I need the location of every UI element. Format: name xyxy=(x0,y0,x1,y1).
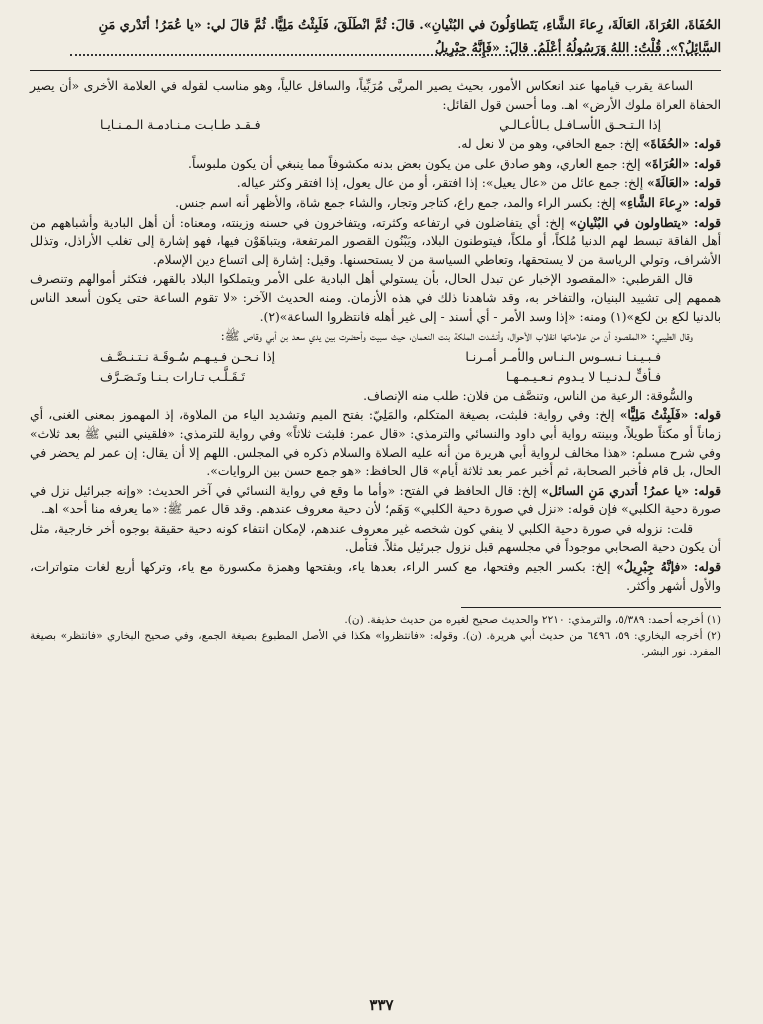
entry-text: إلخ: جمع عائل من «عال يعيل»: إذا افتقر، أو من عال يعول، إذا افتقر وكثر عياله. xyxy=(236,176,648,191)
entry-label: قوله: «العَالَةَ» xyxy=(647,175,721,191)
commentary-entry xyxy=(30,558,721,595)
entry-text: إلخ: أي يتفاضلون في ارتفاعه وكثرته، ويتفاخرون في حسنه وزينته، ومعناه: أن أهل البادية وأشباههم من أهل الفاقة تبسط لهم الدنيا مُلكاً، أو ملكاً، فيتوطنون البلاد، ويَبْنُون القصور المرتفعة، ويتباهَوْن فيها، فهو إشارة إلى تغلب الأراذل، وتذلل الأشراف، وتولي الرياسة من لا يستحقها، وتعاطي السياسة من لا يستحسنها. وقيل: إشارة إلى اتساع دين الإسلام. xyxy=(30,215,721,267)
commentary-entry xyxy=(30,155,721,174)
commentary-entry xyxy=(30,214,721,270)
entry-label: قوله: «العُرَاةَ» xyxy=(644,155,721,171)
entry-text: إلخ: جمع الحافي، وهو من لا نعل له. xyxy=(457,137,643,152)
entry-text: إلخ: وفي رواية: فلبثت، بصيغة المتكلم، والمَلِيّ: بفتح الميم وتشديد الياء من الملاوة، إذ المهموز بمعنى الغنى، أي زماناً أو مكثاً طويلاً، وبينته رواية أبي داود والنسائي والترمذي: «قال عمر: فلبثت ثلاثاً» وفي رواية للترمذي: «فلقيني النبي ﷺ بعد ثلاث» وفي شرح مسلم: «هذا مخالف لرواية أبي هريرة من أنه عليه الصلاة والسلام ذكره في المجلس. اللهم إلا أن يقال: إن عمر لم يحضر في الحال، بل قام فأخبر الصحابة، ثم أخبر عمر بعد ثلاثة أيام» قال الحافظ: «هو جمع حسن بين الروايات». xyxy=(30,408,721,479)
verse-hemistich-left: إذا نـحـن فـيـهـم سُـوقَـة نـتـنـصَّـف xyxy=(100,349,276,364)
commentary-paragraph: وقال الطيبي: «المقصود أن من علاماتها انقلاب الأحوال، وأنشدت الملكة بنت النعمان، حيث سبيت وأحضرت بين يدي سعد بن أبي وقاص ﷺ: xyxy=(220,329,693,344)
poem-verse xyxy=(30,115,721,135)
entry-text: إلخ: بكسر الجيم وفتحها، مع كسر الراء، بعدها ياء، وبفتحها وهمزة مكسورة مع ياء، وتركها أربع لغات متواترات، والأول أشهر وأكثر. xyxy=(30,560,721,593)
commentary-entry xyxy=(30,135,721,154)
footnote-1: (١) أخرجه أحمد: ٥/٣٨٩، والترمذي: ٢٢١٠ والحديث صحيح لغيره من حديث حذيفة. (ن). xyxy=(344,614,721,627)
commentary-entry xyxy=(30,406,721,480)
commentary-paragraph: قال القرطبي: «المقصود الإخبار عن تبدل الحال، بأن يستولي أهل البادية على الأمر ويتملكوا البلاد بالقهر، فتكثر أموالهم وتنصرف هممهم إلى تشييد البنيان، والتفاخر به، وقد شاهدنا ذلك في هذه الأزمان. ومنه الحديث الآخر: «لا تقوم الساعة حتى يكون أسعد الناس بالدنيا لكع بن لكع»(١) ومنه: «إذا وسد الأمر - أي أسند - إلى غير أهله فانتظروا الساعة»(٢). xyxy=(30,272,721,324)
hadith-line-2: السَّائِلُ؟». قُلْتُ: اللهُ وَرَسُولُهُ أعْلَمُ. قالَ: «فَإِنَّهُ جِبْرِيلُ xyxy=(434,41,721,56)
entry-label: قوله: «رِعاءَ الشَّاءِ» xyxy=(619,194,721,210)
commentary-entry xyxy=(30,174,721,193)
commentary-paragraph: والسُّوقة: الرعية من الناس، وتنصَّف من فلان: طلب منه الإنصاف. xyxy=(363,388,693,403)
entry-text: إلخ: جمع العاري، وهو صادق على من يكون بعض بدنه مكشوفاً مما ينبغي أن يكون ملبوساً. xyxy=(188,156,645,171)
section-divider xyxy=(30,70,721,71)
entry-label: قوله: «فإنَّهُ جِبْرِيلُ» xyxy=(616,559,721,575)
page-number: ٣٣٧ xyxy=(369,996,394,1014)
entry-label: قوله: «يا عمرُ! أتدري مَنِ السائل» xyxy=(541,482,721,498)
verse-hemistich-right: إذا الـتـحـق الأسـافـل بـالأعـالـي xyxy=(499,118,661,133)
entry-text: إلخ: بكسر الراء والمد، جمع راع، كتاجر وتجار، والشاء جمع شاة، والأظهر أنه اسم جنس. xyxy=(175,195,620,210)
entry-label: قوله: «الحُفَاةَ» xyxy=(642,136,721,152)
footnote-2: (٢) أخرجه البخاري: ٥٩، ٦٤٩٦ من حديث أبي هريرة. (ن). وقوله: «فانتظروا» هكذا في الأصل المطبوع بصيغة الجمع، وفي صحيح البخاري «فانتظر» بصيغة المفرد. نور البشر. xyxy=(30,630,721,659)
footnote-separator xyxy=(461,607,721,608)
verse-hemistich-right: فـأفٍّ لـدنـيـا لا يـدوم نـعـيـمـهـا xyxy=(505,369,661,384)
verse-hemistich-left: فـقـد طـابـت مـنـادمـة الـمـنـايـا xyxy=(100,118,261,133)
entry-text: إلخ: قال الحافظ في الفتح: «وأما ما وقع في رواية النسائي في آخر الحديث: «وإنه جبرائيل نزل في صورة دحية الكلبي» فإن قوله: «نزل في صورة دحية الكلبي» وَهَم؛ لأن دحية معروف عندهم. وقد قال عمر ﷺ: «ما يعرفه منا أحد» اهـ. xyxy=(30,483,721,517)
hadith-line-1: الحُفَاةَ، العُرَاةَ، العَالَةَ، رِعاءَ الشَّاءِ، يَتَطاوَلُونَ في البُنْيانِ». قالَ: ثُمَّ انْطَلَقَ، فَلَبِثْتُ مَلِيًّا. ثُمَّ قالَ لي: «يا عُمَرُ! أتَدْري مَنِ xyxy=(98,18,721,33)
verse-hemistich-left: تَـقَـلَّـب تـارات بـنـا وتَـصَـرَّف xyxy=(100,369,245,384)
verse-hemistich-right: فـبـيـنـا نـسـوس الـنـاس والأمـر أمـرنـا xyxy=(465,349,661,364)
entry-label: قوله: «يتطاولون في البُنْيانِ» xyxy=(569,214,721,230)
commentary-body xyxy=(30,77,721,595)
commentary-paragraph: الساعة يقرب قيامها عند انعكاس الأمور، بحيث يصير المربَّى مُرَبِّياً، والسافل عالياً، وهو مناسب لقوله في العلامة الأخرى «أن يصير الحفاة العراة ملوك الأرض» اهـ. وما أحسن قول القائل: xyxy=(30,79,721,112)
footnotes xyxy=(30,612,721,660)
poem-verse xyxy=(30,347,721,367)
commentary-entry xyxy=(30,194,721,213)
entry-label: قوله: «فَلَبِثْتُ مَلِيًّا» xyxy=(619,407,721,423)
poem-verse xyxy=(30,367,721,387)
commentary-paragraph: قلت: نزوله في صورة دحية الكلبي لا ينفي كون شخصه غير معروف عندهم، لإمكان انتفاء كونه دحية حقيقة بوجوه أخر خارجية، مثل أن يكون دحية الصحابي موجوداً في مجلسهم قبل نزول جبرئيل مثلاً. فتأمل. xyxy=(30,521,721,555)
commentary-entry xyxy=(30,482,721,519)
dotted-separator xyxy=(70,52,709,56)
